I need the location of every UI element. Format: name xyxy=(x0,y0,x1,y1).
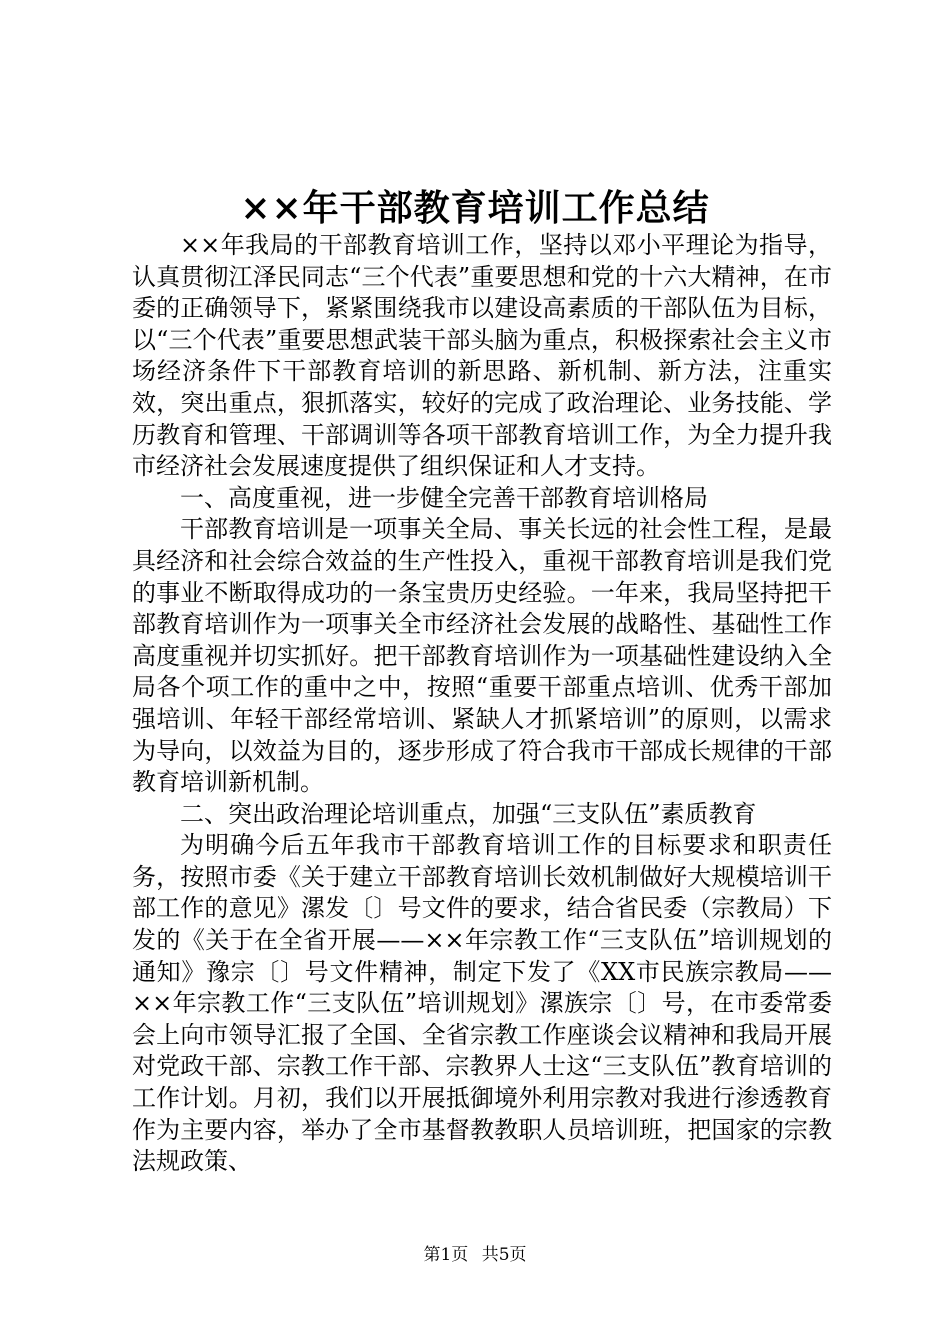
section-heading-2: 二、突出政治理论培训重点，加强“三支队伍”素质教育 xyxy=(180,799,757,828)
page-number: 第1页 xyxy=(423,1245,469,1265)
page-footer xyxy=(0,1244,950,1266)
paragraph-section-2: 为明确今后五年我市干部教育培训工作的目标要求和职责任务，按照市委《关于建立干部教育培训长效机制做好大规模培训干部工作的意见》漯发〔〕号文件的要求，结合省民委（宗教局）下发的《关于在全省开展——××年宗教工作“三支队伍”培训规划的通知》豫宗〔〕号文件精神，制定下发了《XX市民族宗教局——××年宗教工作“三支队伍”培训规划》漯族宗〔〕号，在市委常委会上向市领导汇报了全国、全省宗教工作座谈会议精神和我局开展对党政干部、宗教工作干部、宗教界人士这“三支队伍”教育培训的工作计划。月初，我们以开展抵御境外利用宗教对我进行渗透教育作为主要内容，举办了全市基督教教职人员培训班，把国家的宗教法规政策、 xyxy=(132,831,832,1176)
section-heading-1: 一、高度重视，进一步健全完善干部教育培训格局 xyxy=(180,483,708,512)
page-total: 共5页 xyxy=(481,1245,527,1265)
document-body xyxy=(132,230,832,1178)
paragraph-section-1: 干部教育培训是一项事关全局、事关长远的社会性工程，是最具经济和社会综合效益的生产性投入，重视干部教育培训是我们党的事业不断取得成功的一条宝贵历史经验。一年来，我局坚持把干部教育培训作为一项事关全市经济社会发展的战略性、基础性工作高度重视并切实抓好。把干部教育培训作为一项基础性建设纳入全局各个项工作的重中之中，按照“重要干部重点培训、优秀干部加强培训、年轻干部经常培训、紧缺人才抓紧培训”的原则，以需求为导向，以效益为目的，逐步形成了符合我市干部成长规律的干部教育培训新机制。 xyxy=(132,515,832,797)
document-title: ××年干部教育培训工作总结 xyxy=(240,187,710,229)
paragraph-intro: ××年我局的干部教育培训工作，坚持以邓小平理论为指导，认真贯彻江泽民同志“三个代表”重要思想和党的十六大精神，在市委的正确领导下，紧紧围绕我市以建设高素质的干部队伍为目标，以“三个代表”重要思想武装干部头脑为重点，积极探索社会主义市场经济条件下干部教育培训的新思路、新机制、新方法，注重实效，突出重点，狠抓落实，较好的完成了政治理论、业务技能、学历教育和管理、干部调训等各项干部教育培训工作，为全力提升我市经济社会发展速度提供了组织保证和人才支持。 xyxy=(132,231,832,481)
